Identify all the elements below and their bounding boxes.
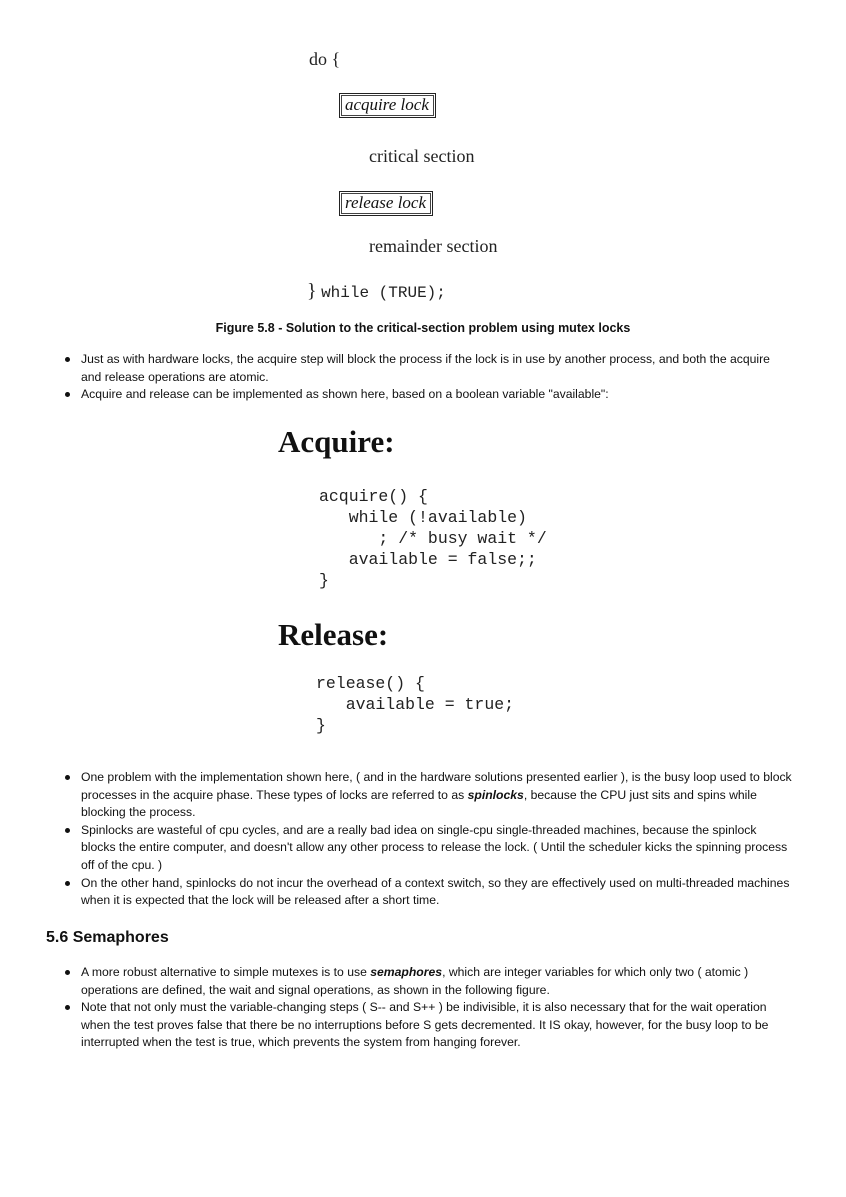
semaphores-term: semaphores — [370, 965, 443, 979]
acquire-code-block: acquire() { while (!available) ; /* busy wait */ available = false;; } — [319, 487, 547, 590]
bullet-list-semaphores — [63, 964, 793, 1052]
list-item: Just as with hardware locks, the acquire step will block the process if the lock is in use by another process, and both the acquire and release operations are atomic. — [63, 351, 793, 386]
acquire-lock-box: acquire lock — [339, 93, 436, 118]
semaphore-text-pre: A more robust alternative to simple mutexes is to use — [81, 965, 371, 979]
bullet-list-mutex — [63, 351, 793, 404]
release-code-block: release() { available = true; } — [316, 674, 515, 735]
critical-section-label: critical section — [369, 146, 475, 166]
spinlock-text-pre: One problem with the implementation shown here, ( and in the hardware solutions presented earlier ), is the busy loop used to block processes in the acquire phase. These types of locks are referred to as — [81, 770, 792, 802]
spinlocks-term: spinlocks — [467, 787, 524, 802]
list-item: Spinlocks are wasteful of cpu cycles, and are a really bad idea on single-cpu single-threaded machines, because the spinlock blocks the entire computer, and doesn't allow any other process to release the lock. ( Until the scheduler kicks the spinning process off of the cpu. ) — [63, 822, 793, 875]
remainder-section-label: remainder section — [369, 236, 498, 256]
figure-while-line — [307, 280, 446, 303]
list-item: On the other hand, spinlocks do not incur the overhead of a context switch, so they are effectively used on multi-threaded machines when it is expected that the lock will be released after a short time. — [63, 875, 793, 910]
list-item: Note that not only must the variable-changing steps ( S-- and S++ ) be indivisible, it is also necessary that for the wait operation when the test proves false that there be no interruptions before S gets decremented. It IS okay, however, for the busy loop to be interrupted when the test is true, which prevents the system from hanging forever. — [63, 999, 793, 1052]
list-item: Acquire and release can be implemented as shown here, based on a boolean variable "available": — [63, 386, 793, 404]
figure-caption: Figure 5.8 - Solution to the critical-section problem using mutex locks — [215, 321, 631, 335]
bullet-list-spinlocks — [63, 769, 793, 910]
spinlock-text-post: , because the CPU just sits and spins while blocking the process. — [81, 787, 757, 820]
list-item — [63, 964, 793, 999]
closing-brace: } — [307, 280, 317, 302]
while-code: while (TRUE); — [321, 284, 446, 302]
figure-do-line: do { — [309, 49, 341, 69]
release-lock-box: release lock — [339, 191, 433, 216]
section-title-semaphores: 5.6 Semaphores — [46, 929, 169, 946]
semaphore-text-post: , which are integer variables for which only two ( atomic ) operations are defined, the wait and signal operations, as shown in the following figure. — [81, 965, 749, 997]
list-item — [63, 769, 793, 822]
release-heading: Release: — [278, 617, 389, 652]
acquire-heading: Acquire: — [278, 424, 395, 459]
